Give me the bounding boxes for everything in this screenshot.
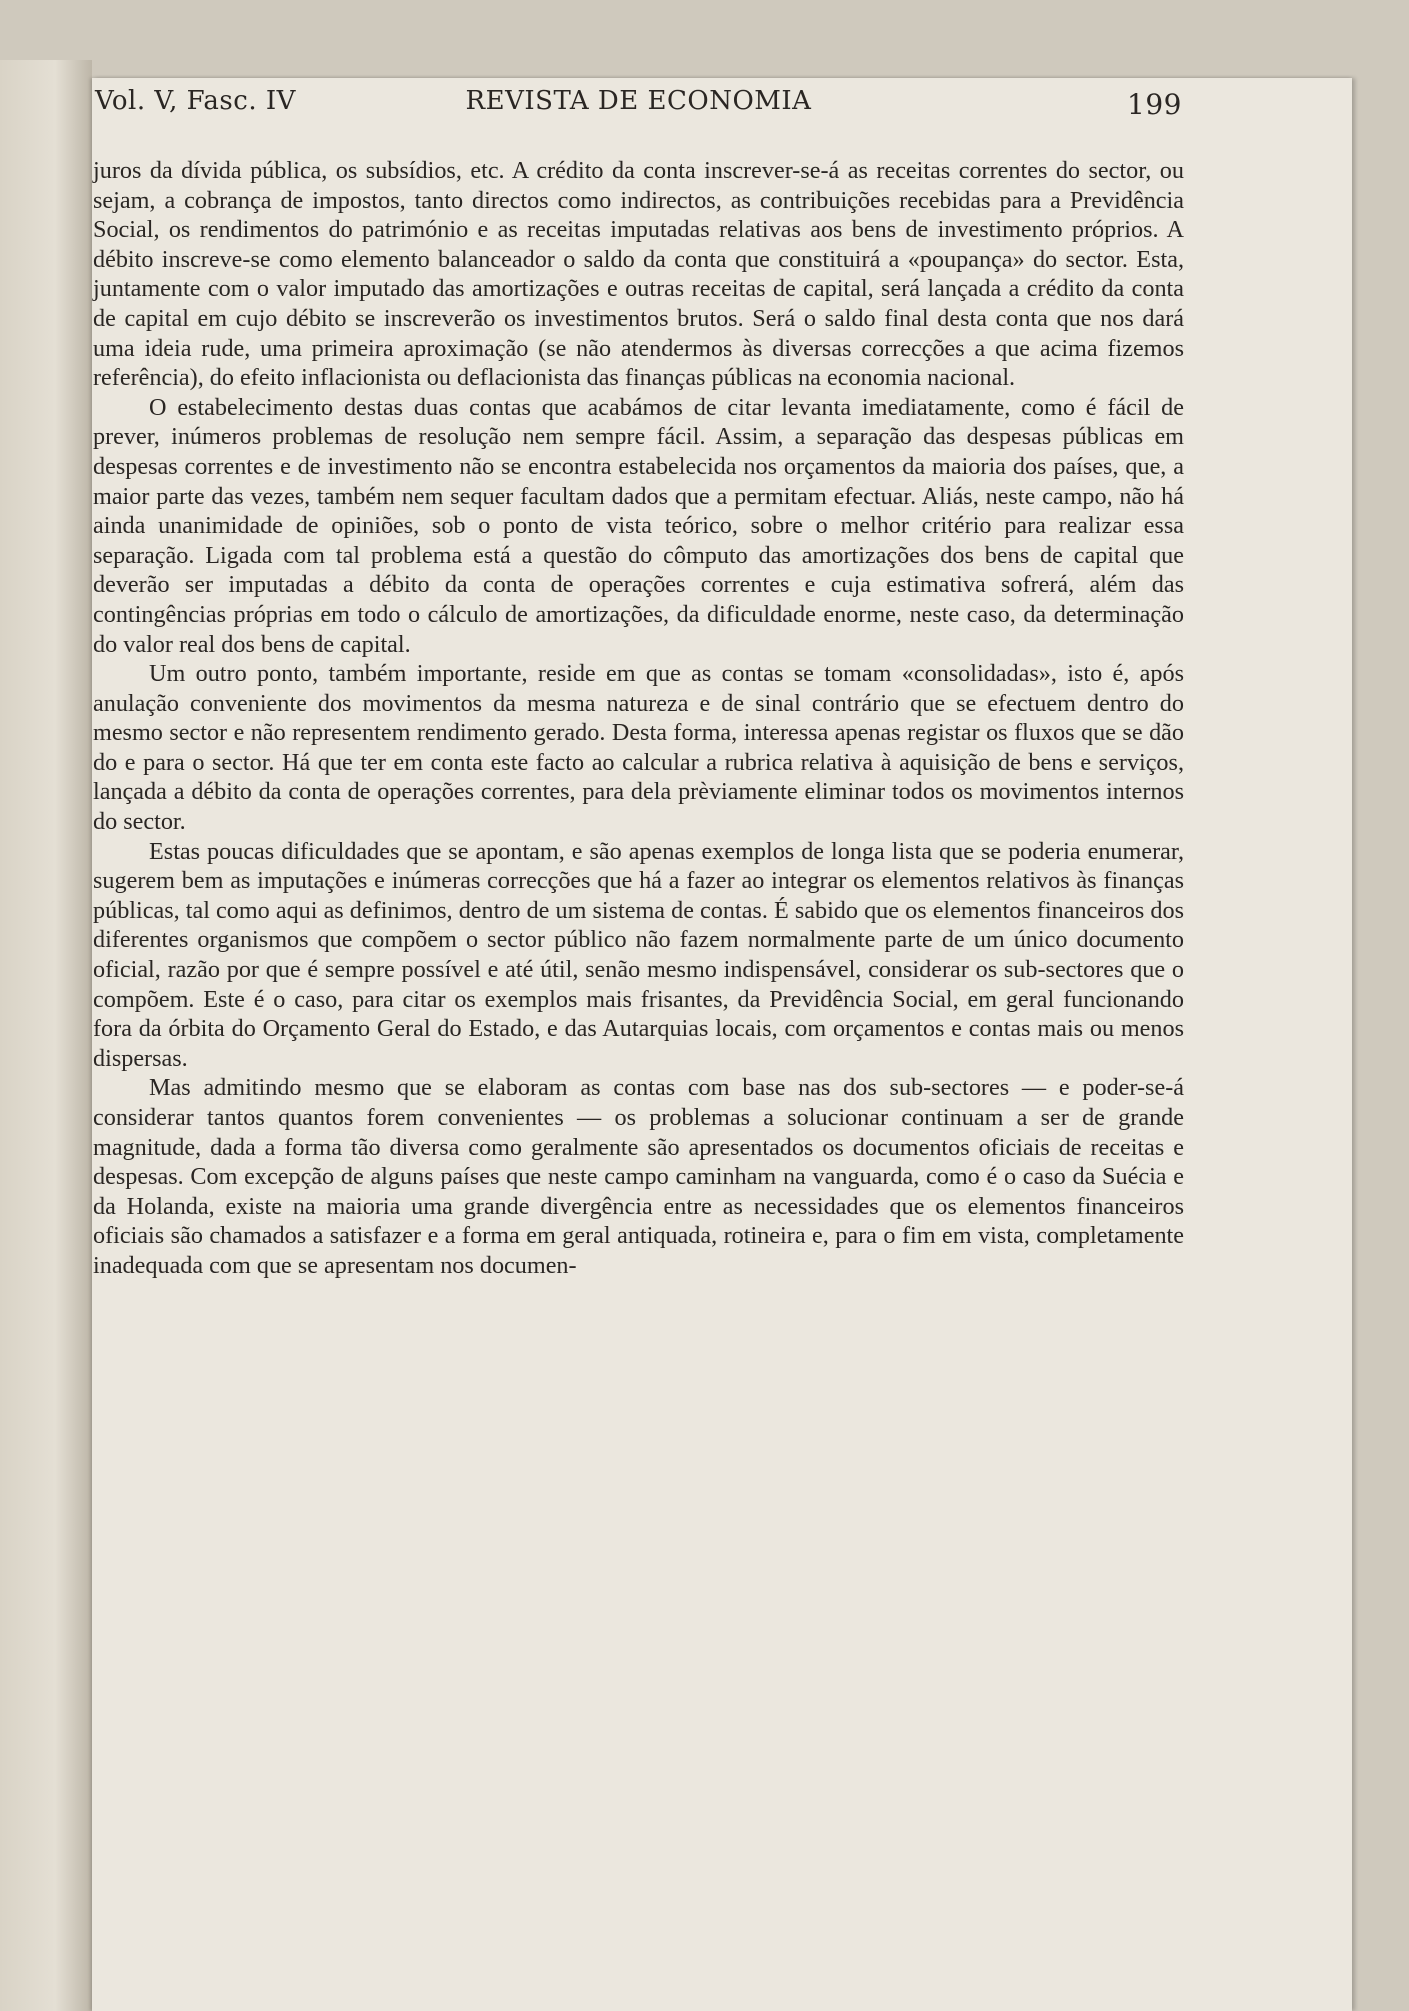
page-number: 199	[1127, 88, 1182, 121]
running-header	[95, 86, 1182, 126]
paragraph-3: Um outro ponto, também importante, reside em que as contas se tomam «consolidadas», isto é, após anulação conveniente dos movimentos da mesma natureza e de sinal contrário que se efectuem dentro do mesmo sector e não representem rendimento gerado. Desta forma, interessa apenas registar os fluxos que se dão do e para o sector. Há que ter em conta este facto ao calcular a rubrica relativa à aquisição de bens e serviços, lançada a débito da conta de operações correntes, para dela prèviamente eliminar todos os movimentos internos do sector.	[93, 660, 1184, 836]
journal-title: REVISTA DE ECONOMIA	[465, 86, 812, 116]
article-body	[93, 156, 1184, 1281]
adjacent-page-edge	[0, 60, 92, 2011]
paragraph-5: Mas admitindo mesmo que se elaboram as contas com base nas dos sub-sectores — e poder-se-á considerar tantos quantos forem convenientes — os problemas a solucionar continuam a ser de grande magnitude, dada a forma tão diversa como geralmente são apresentados os documentos oficiais de receitas e despesas. Com excepção de alguns países que neste campo caminham na vanguarda, como é o caso da Suécia e da Holanda, existe na maioria uma grande divergência entre as necessidades que os elementos financeiros oficiais são chamados a satisfazer e a forma em geral antiquada, rotineira e, para o fim em vista, completamente inadequada com que se apresentam nos documen-	[93, 1074, 1184, 1279]
paragraph-1: juros da dívida pública, os subsídios, etc. A crédito da conta inscrever-se-á as receitas correntes do sector, ou sejam, a cobrança de impostos, tanto directos como indirectos, as contribuições recebidas para a Previdência Social, os rendimentos do património e as receitas imputadas relativas aos bens de investimento próprios. A débito inscreve-se como elemento balanceador o saldo da conta que constituirá a «poupança» do sector. Esta, juntamente com o valor imputado das amortizações e outras receitas de capital, será lançada a crédito da conta de capital em cujo débito se inscreverão os investimentos brutos. Será o saldo final desta conta que nos dará uma ideia rude, uma primeira aproximação (se não atendermos às diversas correcções a que acima fizemos referência), do efeito inflacionista ou deflacionista das finanças públicas na economia nacional.	[93, 157, 1184, 392]
volume-label: Vol. V, Fasc. IV	[95, 86, 296, 116]
paragraph-2: O estabelecimento destas duas contas que acabámos de citar levanta imediatamente, como é fácil de prever, inúmeros problemas de resolução nem sempre fácil. Assim, a separação das despesas públicas em despesas correntes e de investimento não se encontra estabelecida nos orçamentos da maioria dos países, que, a maior parte das vezes, também nem sequer facultam dados que a permitam efectuar. Aliás, neste campo, não há ainda unanimidade de opiniões, sob o ponto de vista teórico, sobre o melhor critério para realizar essa separação. Ligada com tal problema está a questão do cômputo das amortizações dos bens de capital que deverão ser imputadas a débito da conta de operações correntes e cuja estimativa sofrerá, além das contingências próprias em todo o cálculo de amortizações, da dificuldade enorme, neste caso, da determinação do valor real dos bens de capital.	[93, 393, 1184, 658]
paragraph-4: Estas poucas dificuldades que se apontam, e são apenas exemplos de longa lista que se poderia enumerar, sugerem bem as imputações e inúmeras correcções que há a fazer ao integrar os elementos relativos às finanças públicas, tal como aqui as definimos, dentro de um sistema de contas. É sabido que os elementos financeiros dos diferentes organismos que compõem o sector público não fazem normalmente parte de um único documento oficial, razão por que é sempre possível e até útil, senão mesmo indispensável, considerar os sub-sectores que o compõem. Este é o caso, para citar os exemplos mais frisantes, da Previdência Social, em geral funcionando fora da órbita do Orçamento Geral do Estado, e das Autarquias locais, com orçamentos e contas mais ou menos dispersas.	[93, 837, 1184, 1072]
